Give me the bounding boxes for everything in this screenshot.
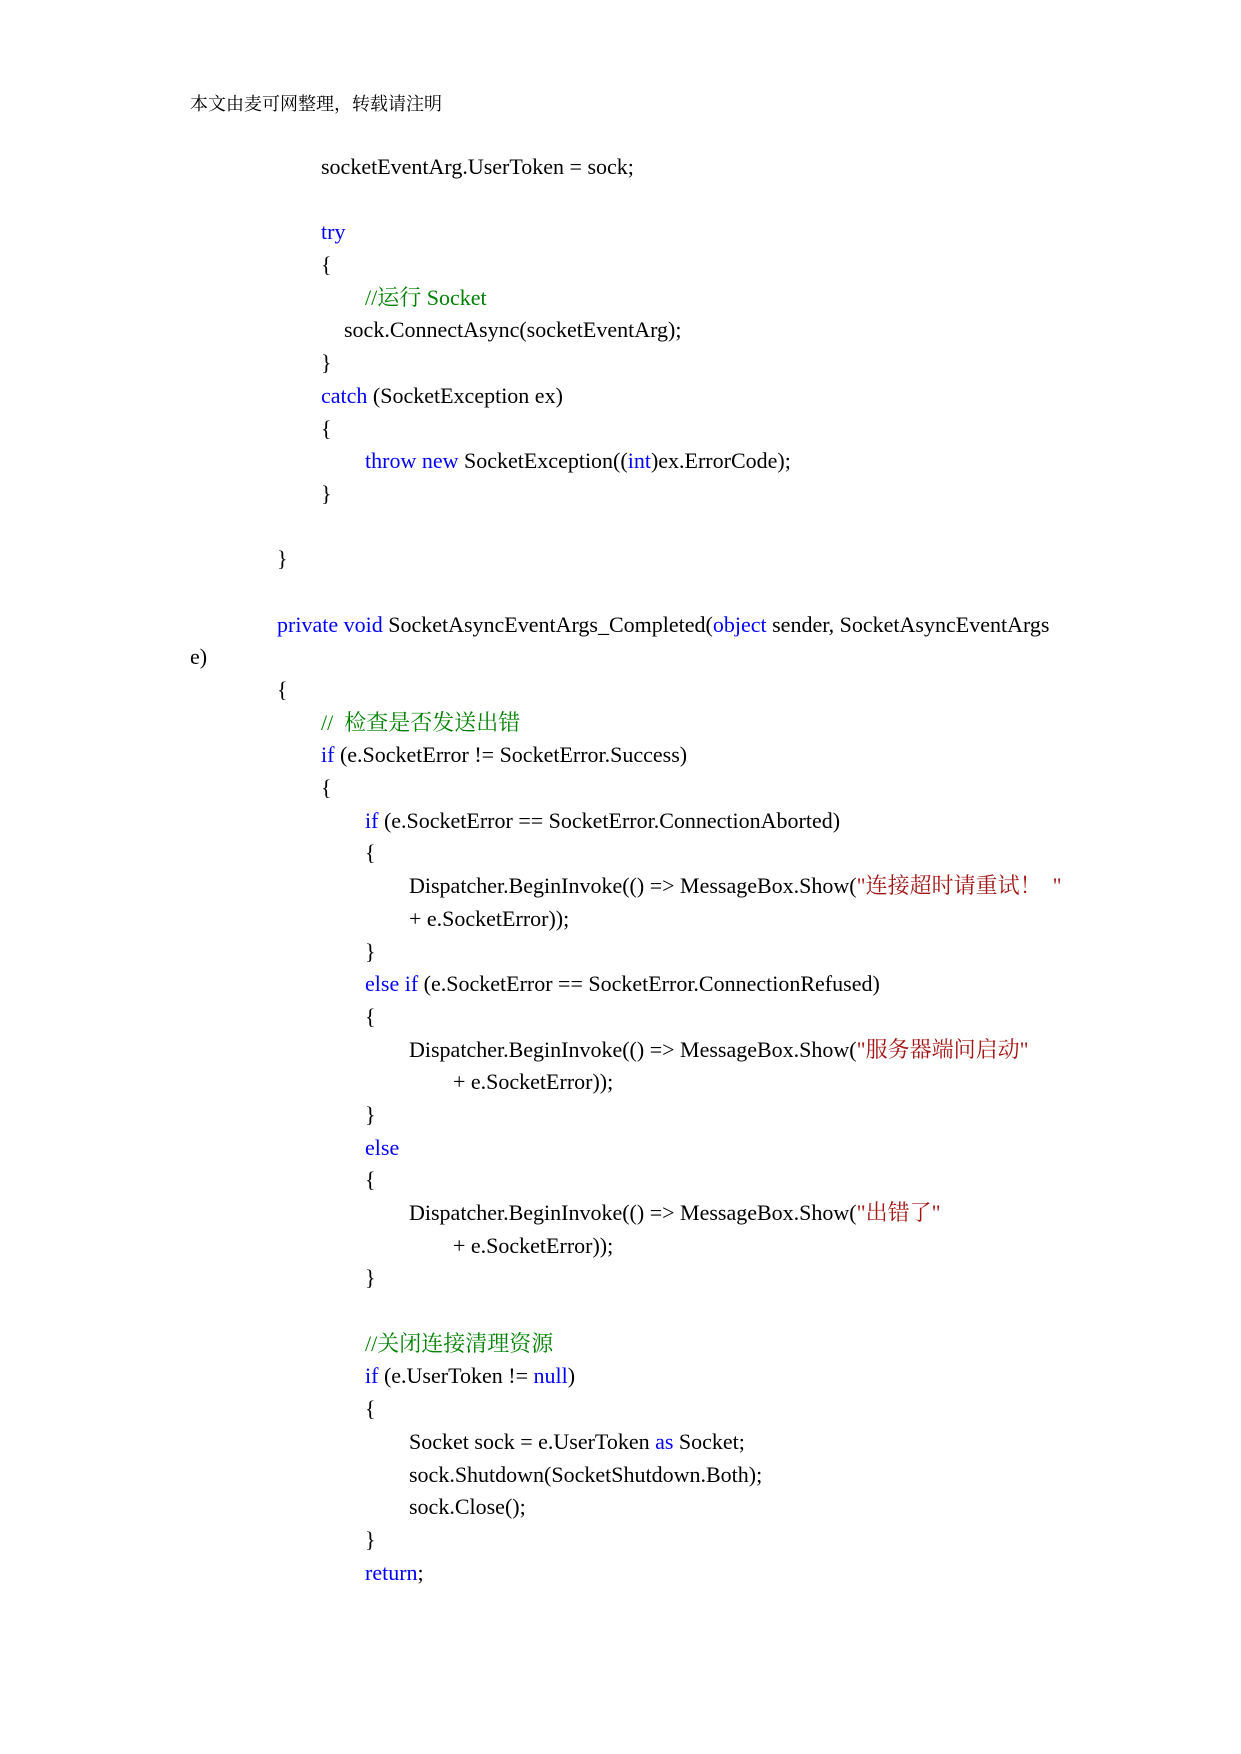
keyword: catch	[321, 382, 368, 408]
code-text: Socket sock = e.UserToken	[409, 1428, 656, 1454]
keyword: object	[712, 611, 767, 637]
blank-line	[0, 1295, 1241, 1328]
keyword: int	[627, 448, 651, 474]
code-text: }	[365, 1526, 376, 1552]
code-line	[0, 1360, 1241, 1393]
code-line	[0, 1099, 1241, 1132]
code-line	[0, 1066, 1241, 1099]
code-text: }	[365, 938, 376, 964]
keyword: as	[655, 1428, 674, 1454]
code-text: sock.Shutdown(SocketShutdown.Both);	[409, 1461, 763, 1487]
code-line	[0, 1328, 1241, 1361]
code-text: )ex.ErrorCode);	[650, 448, 791, 474]
code-text: Dispatcher.BeginInvoke(() => MessageBox.Show(	[409, 1200, 857, 1225]
code-text: socketEventArg.UserToken = sock;	[321, 154, 634, 179]
code-line	[0, 674, 1241, 707]
code-line	[0, 968, 1241, 1001]
code-text: (e.UserToken !=	[378, 1363, 534, 1389]
code-text: {	[365, 1396, 376, 1422]
code-line	[0, 314, 1241, 347]
code-text: {	[365, 1003, 376, 1029]
code-line	[0, 1491, 1241, 1524]
code-line	[0, 1557, 1241, 1590]
code-text: + e.SocketError));	[409, 905, 570, 931]
code-text: Socket;	[673, 1428, 745, 1454]
code-text: {	[277, 677, 288, 702]
code-block	[0, 151, 1241, 1589]
code-text: (SocketException ex)	[367, 382, 563, 408]
keyword: null	[533, 1363, 568, 1389]
comment: //运行 Socket	[365, 284, 487, 310]
code-text: + e.SocketError));	[453, 1069, 614, 1095]
code-text: }	[277, 546, 288, 572]
keyword: if	[321, 742, 335, 768]
code-line	[0, 1001, 1241, 1034]
keyword: else if	[365, 971, 419, 997]
code-line	[0, 413, 1241, 446]
code-line	[0, 1524, 1241, 1557]
code-text: }	[365, 1265, 376, 1291]
code-text: }	[321, 480, 332, 506]
code-line	[0, 347, 1241, 380]
code-text: ;	[417, 1559, 424, 1585]
code-line	[0, 1034, 1241, 1067]
code-line	[0, 1262, 1241, 1295]
code-line	[0, 837, 1241, 870]
comment: // 检查是否发送出错	[321, 709, 521, 735]
code-line	[0, 1132, 1241, 1165]
code-text: {	[365, 1167, 376, 1193]
keyword: if	[365, 1363, 379, 1389]
code-text: {	[321, 252, 332, 278]
code-line	[0, 641, 1241, 674]
keyword: try	[321, 219, 346, 245]
blank-line	[0, 576, 1241, 609]
code-line	[0, 707, 1241, 740]
keyword: private void	[277, 611, 383, 637]
code-line	[0, 609, 1241, 642]
code-line	[0, 543, 1241, 576]
string-literal: "连接超时请重试！ "	[856, 873, 1062, 899]
string-literal: "出错了"	[856, 1200, 941, 1225]
code-text: {	[365, 840, 376, 866]
code-line	[0, 1426, 1241, 1459]
code-text: Dispatcher.BeginInvoke(() => MessageBox.Show(	[409, 873, 857, 899]
code-text: (e.SocketError == SocketError.ConnectionAborted)	[378, 807, 841, 833]
code-line	[0, 739, 1241, 772]
code-text: }	[321, 350, 332, 376]
blank-line	[0, 511, 1241, 544]
code-text: SocketException((	[458, 448, 628, 474]
code-text: + e.SocketError));	[453, 1232, 614, 1258]
code-text: sender, SocketAsyncEventArgs	[766, 611, 1050, 637]
code-text: )	[567, 1363, 576, 1389]
code-line	[0, 151, 1241, 184]
code-line	[0, 282, 1241, 315]
keyword: else	[365, 1134, 400, 1160]
code-line	[0, 936, 1241, 969]
blank-line	[0, 184, 1241, 217]
code-line	[0, 772, 1241, 805]
code-line	[0, 1459, 1241, 1492]
page-header-note: 本文由麦可网整理，转载请注明	[190, 94, 442, 114]
code-text: {	[321, 415, 332, 441]
code-text: sock.Close();	[409, 1494, 526, 1520]
code-line	[0, 478, 1241, 511]
code-text: SocketAsyncEventArgs_Completed(	[382, 611, 713, 637]
code-text: {	[321, 775, 332, 801]
comment: //关闭连接清理资源	[365, 1330, 554, 1356]
code-line	[0, 216, 1241, 249]
code-text: }	[365, 1101, 376, 1127]
code-line	[0, 249, 1241, 282]
code-text: (e.SocketError == SocketError.ConnectionRefused)	[418, 971, 880, 997]
code-line	[0, 870, 1241, 903]
keyword: if	[365, 807, 379, 833]
code-line	[0, 1230, 1241, 1263]
keyword: throw new	[365, 448, 459, 474]
string-literal: "服务器端问启动"	[856, 1036, 1029, 1062]
code-text: sock.ConnectAsync(socketEventArg);	[344, 317, 682, 343]
code-line	[0, 903, 1241, 936]
code-line	[0, 1197, 1241, 1230]
code-line	[0, 1393, 1241, 1426]
code-line	[0, 1164, 1241, 1197]
code-text: Dispatcher.BeginInvoke(() => MessageBox.Show(	[409, 1036, 857, 1062]
code-text: e)	[190, 644, 208, 670]
code-line	[0, 380, 1241, 413]
code-line	[0, 805, 1241, 838]
code-text: (e.SocketError != SocketError.Success)	[334, 742, 688, 768]
code-line	[0, 445, 1241, 478]
keyword: return	[365, 1559, 418, 1585]
